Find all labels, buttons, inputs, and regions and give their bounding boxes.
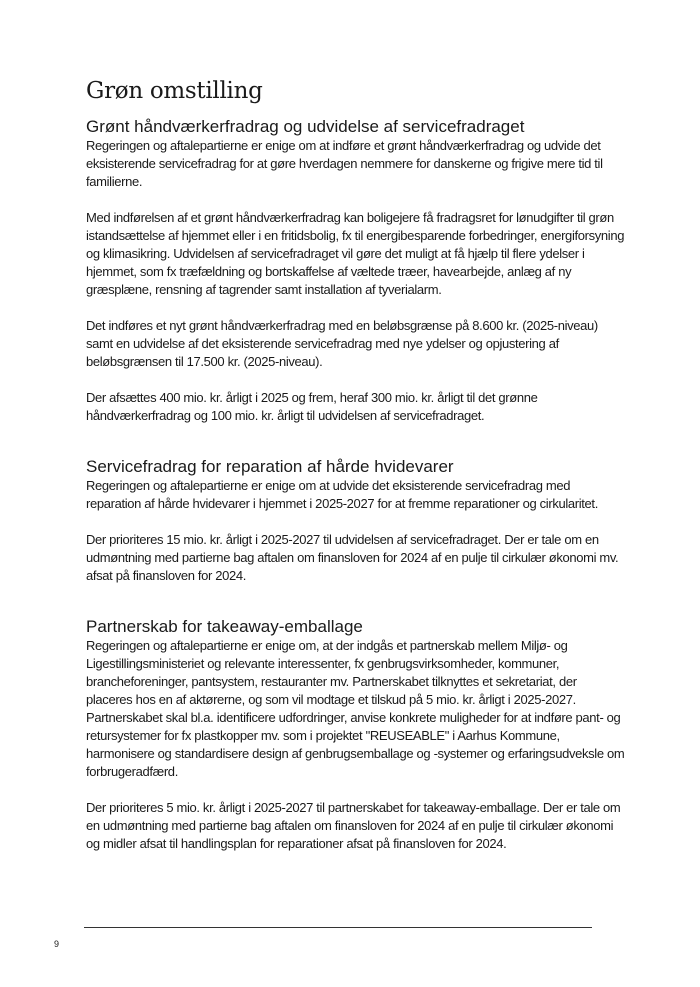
section-heading: Partnerskab for takeaway-emballage — [86, 617, 363, 636]
section-groent-haandvaerkerfradrag — [86, 117, 626, 425]
footer-divider — [84, 927, 592, 928]
paragraph: Med indførelsen af et grønt håndværkerfradrag kan boligejere få fradragsret for lønudgifter til grøn istandsættelse af hjemmet eller i en fritidsbolig, fx til energibesparende forbedringer, energiforsyning og klimasikring. Udvidelsen af servicefradraget vil gøre det muligt at få hjælp til flere ydelser i hjemmet, som fx træfældning og bortskaffelse af væltede træer, havearbejde, anlæg af ny græsplæne, rensning af tagrender samt installation af tyverialarm. — [86, 210, 625, 297]
section-heading: Servicefradrag for reparation af hårde hvidevarer — [86, 457, 454, 476]
paragraph: Det indføres et nyt grønt håndværkerfradrag med en beløbsgrænse på 8.600 kr. (2025-niveau) samt en udvidelse af det eksisterende servicefradrag med nye ydelser og opjustering af beløbsgrænsen til 17.500 kr. (2025-niveau). — [86, 318, 598, 369]
paragraph: Der prioriteres 5 mio. kr. årligt i 2025-2027 til partnerskabet for takeaway-emballage. Der er tale om en udmøntning med partierne bag aftalen om finansloven for 2024 af en pulje til cirkulær økonomi og midler afsat til handlingsplan for reparationer afsat på finansloven for 2024. — [86, 800, 621, 851]
document-body — [86, 117, 626, 853]
page-number: 9 — [54, 939, 60, 949]
paragraph: Regeringen og aftalepartierne er enige om, at der indgås et partnerskab mellem Miljø- og Ligestillingsministeriet og relevante interessenter, fx genbrugsvirksomheder, kommuner, brancheforeninger, pantsystem, restauranter mv. Partnerskabet tilknyttes et sekretariat, der placeres hos en af aktørerne, og som vil modtage et tilskud på 5 mio. kr. årligt i 2025-2027. Partnerskabet skal bl.a. identificere udfordringer, anvise konkrete muligheder for at indføre pant- og retursystemer for fx plastkopper mv. som i projektet "REUSEABLE" i Aarhus Kommune, harmonisere og standardisere design af genbrugsemballage og -systemer og erfaringsudveksle om forbrugeradfærd. — [86, 638, 625, 779]
paragraph: Der prioriteres 15 mio. kr. årligt i 2025-2027 til udvidelsen af servicefradraget. Der er tale om en udmøntning med partierne bag aftalen om finansloven for 2024 af en pulje til cirkulær økonomi mv. afsat på finansloven for 2024. — [86, 532, 619, 583]
section-heading: Grønt håndværkerfradrag og udvidelse af servicefradraget — [86, 117, 525, 136]
page-title: Grøn omstilling — [86, 78, 263, 104]
section-partnerskab-takeaway — [86, 617, 626, 853]
paragraph: Regeringen og aftalepartierne er enige om at indføre et grønt håndværkerfradrag og udvide det eksisterende servicefradrag for at gøre hverdagen nemmere for danskerne og frigive mere tid til familierne. — [86, 138, 603, 189]
paragraph: Regeringen og aftalepartierne er enige om at udvide det eksisterende servicefradrag med reparation af hårde hvidevarer i hjemmet i 2025-2027 for at fremme reparationer og cirkularitet. — [86, 478, 598, 511]
section-servicefradrag-hvidevarer — [86, 457, 626, 585]
paragraph: Der afsættes 400 mio. kr. årligt i 2025 og frem, heraf 300 mio. kr. årligt til det grønne håndværkerfradrag og 100 mio. kr. årligt til udvidelsen af servicefradraget. — [86, 390, 538, 423]
